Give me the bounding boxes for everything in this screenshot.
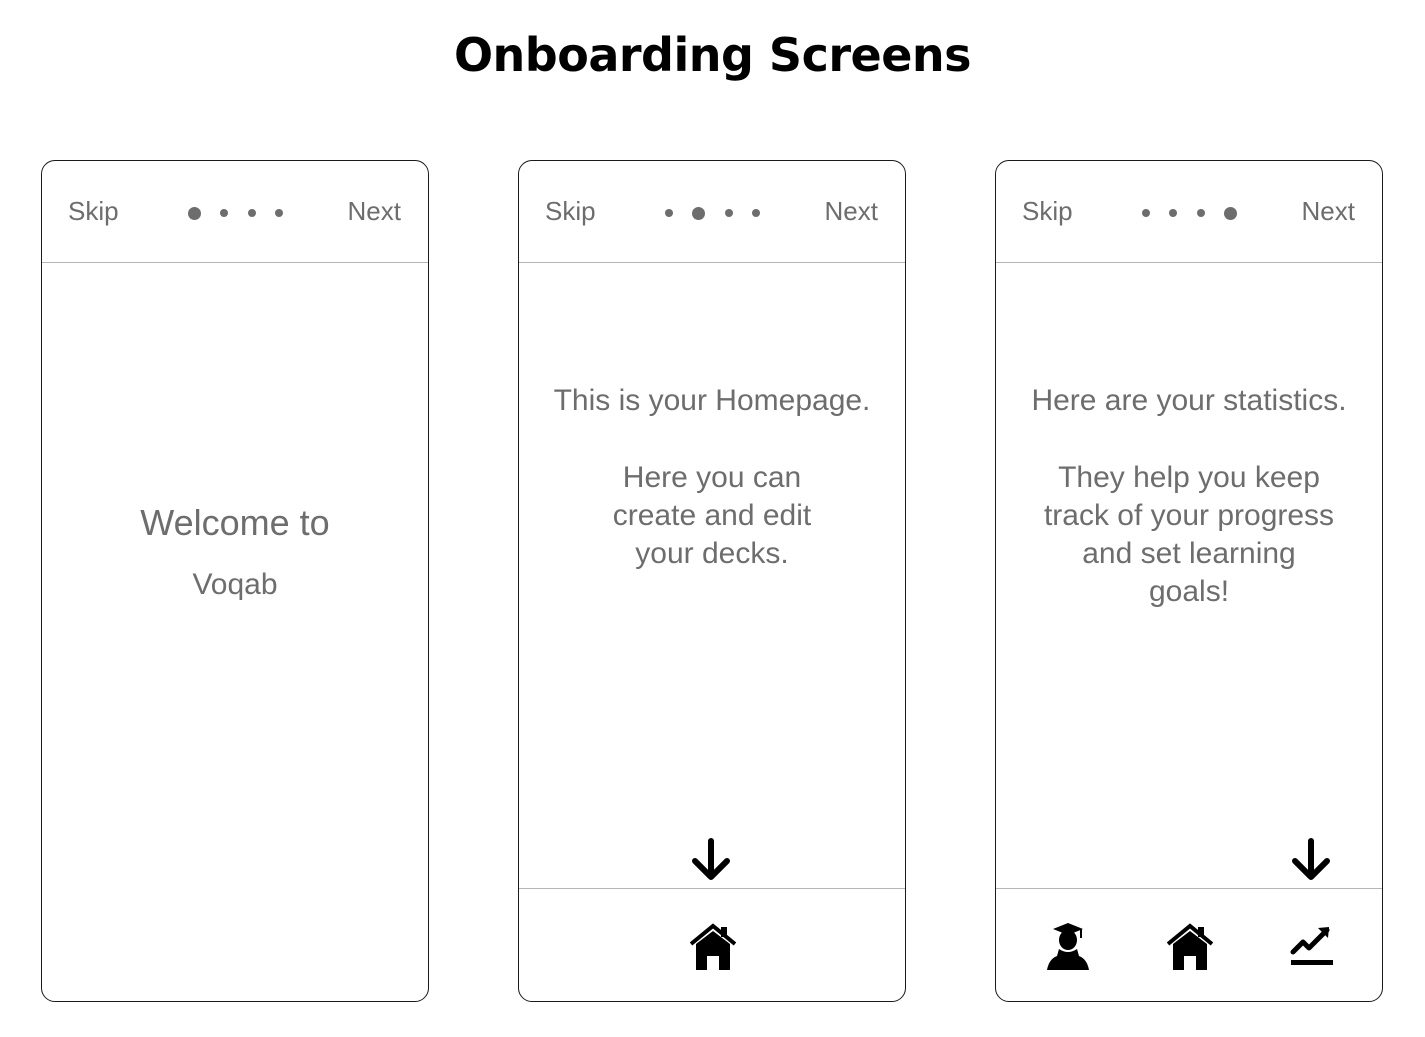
page-indicator (1142, 205, 1237, 221)
bottom-nav (996, 888, 1382, 1001)
page-dot-2 (1169, 209, 1177, 217)
app-name: Voqab (192, 568, 278, 601)
page-indicator (665, 205, 760, 221)
page-dot-1 (188, 207, 201, 220)
top-bar (519, 161, 905, 263)
hint-body: They help you keep track of your progress and set learning goals! (1043, 461, 1335, 608)
next-button[interactable]: Next (824, 196, 878, 226)
hint-headline: Here are your statistics. (1031, 384, 1347, 417)
page-dot-1 (665, 209, 673, 217)
skip-button[interactable]: Skip (545, 196, 596, 226)
top-bar (42, 161, 428, 263)
page-dot-1 (1142, 209, 1150, 217)
page-dot-4 (1224, 207, 1237, 220)
skip-button[interactable]: Skip (68, 196, 119, 226)
hint-body: Here you can create and edit your decks. (612, 461, 812, 570)
next-button[interactable]: Next (1301, 196, 1355, 226)
hint-headline: This is your Homepage. (553, 384, 871, 417)
onboarding-screen-homepage (518, 160, 906, 1002)
arrow-down-icon (688, 837, 734, 883)
home-icon[interactable] (1167, 922, 1213, 972)
page-dot-3 (1197, 209, 1205, 217)
page-dot-2 (692, 207, 705, 220)
chart-line-icon[interactable] (1289, 922, 1335, 972)
page-dot-4 (752, 209, 760, 217)
skip-button[interactable]: Skip (1022, 196, 1073, 226)
page-dot-4 (275, 209, 283, 217)
page-dot-3 (248, 209, 256, 217)
onboarding-screen-statistics (995, 160, 1383, 1002)
home-icon[interactable] (690, 922, 736, 972)
page-dot-3 (725, 209, 733, 217)
graduate-icon[interactable] (1045, 922, 1091, 972)
bottom-nav (519, 888, 905, 1001)
onboarding-screen-welcome (41, 160, 429, 1002)
arrow-down-icon (1288, 837, 1334, 883)
page-dot-2 (220, 209, 228, 217)
top-bar (996, 161, 1382, 263)
welcome-heading: Welcome to (140, 502, 330, 543)
next-button[interactable]: Next (347, 196, 401, 226)
page-title: Onboarding Screens (453, 28, 972, 82)
page-indicator (188, 205, 283, 221)
